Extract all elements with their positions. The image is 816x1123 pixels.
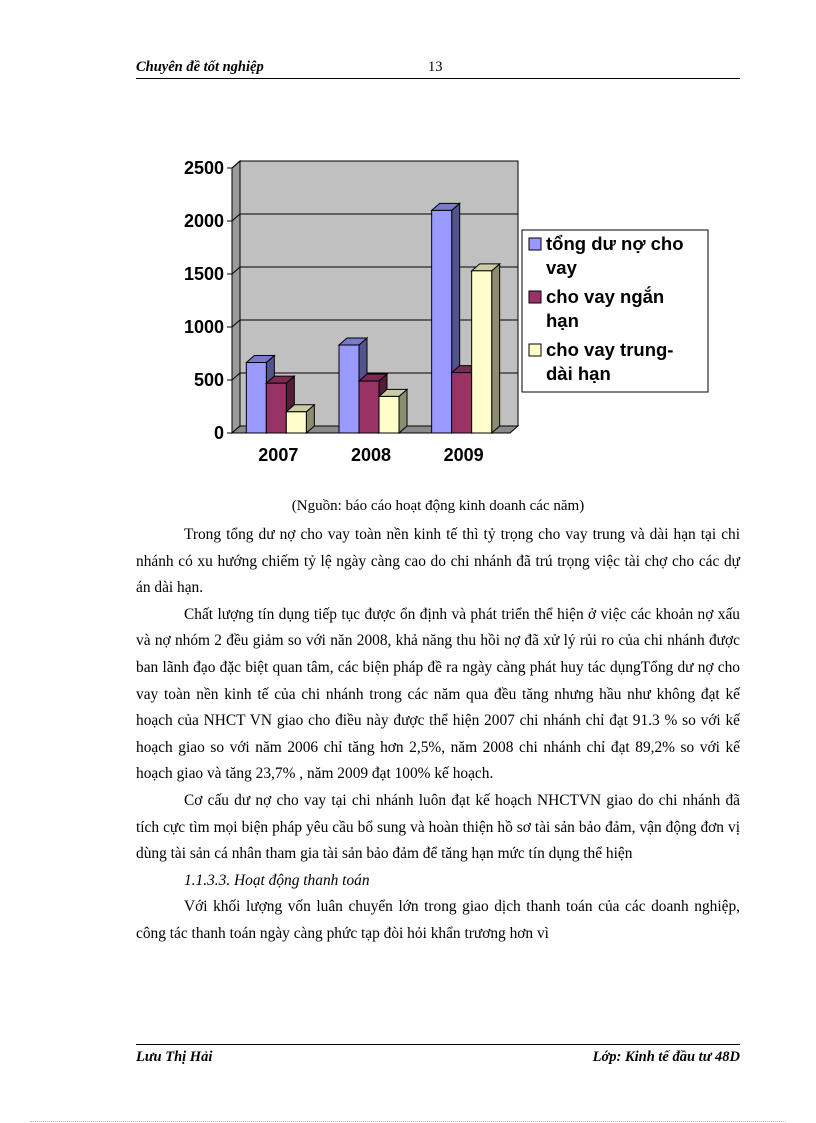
y-tick-label: 2000: [183, 211, 224, 231]
legend-label: cho vay ngắn: [546, 286, 665, 307]
loan-balance-chart: [170, 150, 715, 470]
y-tick-label: 0: [213, 423, 224, 443]
page-footer: [136, 1044, 740, 1070]
x-tick-label: 2007: [258, 445, 299, 465]
legend-label: dài hạn: [546, 363, 611, 384]
plot-side-wall: [232, 161, 240, 433]
legend-swatch: [529, 344, 541, 356]
footer-class: Lớp: Kinh tế đầu tư 48D: [592, 1049, 740, 1065]
bar: [246, 363, 266, 433]
page-number: 13: [428, 59, 443, 75]
body-text: [136, 522, 740, 948]
bar-side: [492, 264, 500, 433]
x-tick-label: 2008: [350, 445, 392, 465]
section-heading: 1.1.3.3. Hoạt động thanh toán: [184, 871, 370, 889]
bar: [452, 373, 472, 433]
paragraph: Với khối lượng vốn luân chuyển lớn trong giao dịch thanh toán của các doanh nghiệp, công tác thanh toán ngày càng phức tạp đòi hỏi khẩn trương hơn vì: [136, 898, 740, 942]
y-tick-label: 2500: [183, 158, 224, 178]
bar: [379, 396, 399, 433]
page-header: [136, 58, 740, 79]
legend-swatch: [529, 291, 541, 303]
bar: [266, 383, 286, 433]
legend-label: vay: [546, 257, 577, 278]
document-title: Chuyên đề tốt nghiệp: [136, 59, 264, 75]
legend-label: cho vay trung-: [546, 339, 674, 360]
y-tick-label: 1500: [183, 264, 224, 284]
paragraph: Chất lượng tín dụng tiếp tục được ổn định và phát triển thể hiện ở việc các khoản nợ xấu và nợ nhóm 2 đều giảm so với năn 2008, khả năng thu hồi nợ đã xử lý rủi ro của chi nhánh được ban lãnh đạo đặc biệt quan tâm, các biện pháp đề ra ngày càng phát huy tác dụngTổng dư nợ cho vay toàn nền kinh tế của chi nhánh trong các năm qua đều tăng nhưng hầu như không đạt kế hoạch của NHCT VN giao cho điều này được thể hiện 2007 chi nhánh chỉ đạt 91.3 % so với kế hoạch giao so với năm 2006 chỉ tăng hơn 2,5%, năm 2008 chi nhánh chỉ đạt 89,2% so với kế hoạch giao và tăng 23,7% , năm 2009 đạt 100% kế hoạch.: [136, 605, 740, 783]
bar: [432, 210, 452, 433]
y-tick-label: 1000: [183, 317, 224, 337]
legend-label: hạn: [546, 310, 579, 331]
bar: [339, 345, 359, 433]
bar: [359, 381, 379, 433]
x-tick-label: 2009: [443, 445, 484, 465]
paragraph: Cơ cấu dư nợ cho vay tại chi nhánh luôn đạt kế hoạch NHCTVN giao do chi nhánh đã tích cực tìm mọi biện pháp yêu cầu bổ sung và hoàn thiện hồ sơ tài sản bảo đảm, vận động đơn vị dùng tài sản cá nhân tham gia tài sản bảo đảm để tăng hạn mức tín dụng thể hiện: [136, 791, 740, 863]
bar: [286, 412, 306, 433]
chart-caption: (Nguồn: báo cáo hoạt động kinh doanh các năm): [291, 498, 585, 514]
legend-label: tổng dư nợ cho: [546, 233, 684, 254]
y-tick-label: 500: [193, 370, 224, 390]
bar: [472, 271, 492, 433]
paragraph: Trong tổng dư nợ cho vay toàn nền kinh tế thì tỷ trọng cho vay trung và dài hạn tại chi nhánh có xu hướng chiếm tỷ lệ ngày càng cao do chi nhánh đã trú trọng việc tài chợ cho các dự án dài hạn.: [136, 526, 740, 597]
footer-author: Lưu Thị Hải: [136, 1049, 213, 1065]
page-edge-divider: [30, 1121, 786, 1122]
legend-swatch: [529, 238, 541, 250]
